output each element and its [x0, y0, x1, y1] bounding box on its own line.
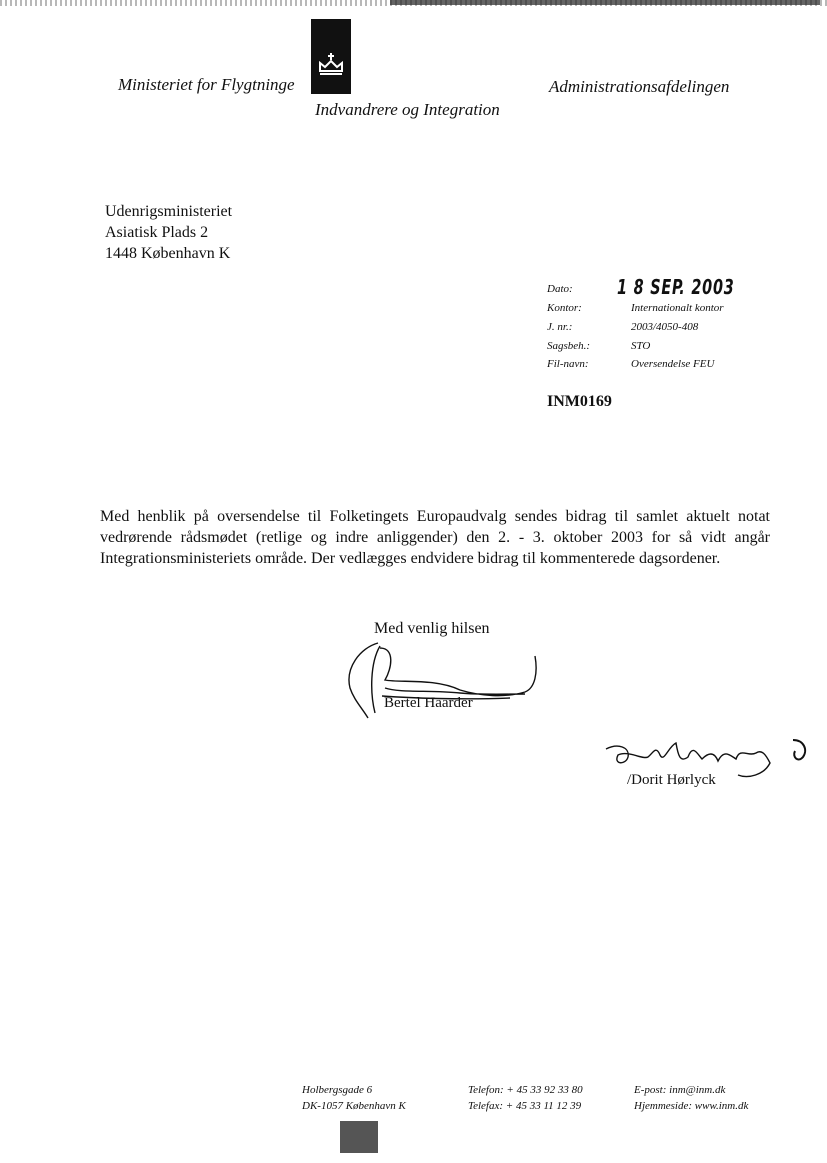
- footer-telefax: Telefax: + 45 33 11 12 39: [468, 1100, 582, 1112]
- recipient-street: Asiatisk Plads 2: [105, 224, 209, 241]
- recipient-name: Udenrigsministeriet: [105, 203, 233, 220]
- meta-label: Dato:: [547, 283, 573, 295]
- meta-value: 2003/4050-408: [631, 321, 699, 333]
- meta-label: Fil-navn:: [547, 358, 589, 370]
- signature-haarder: [340, 638, 550, 728]
- scan-top-edge-dark: [390, 0, 820, 5]
- signatory-name: Bertel Haarder: [384, 695, 473, 711]
- meta-label: J. nr.:: [547, 321, 573, 333]
- meta-value: Internationalt kontor: [631, 302, 724, 314]
- footer-website: Hjemmeside: www.inm.dk: [634, 1100, 749, 1112]
- footer-city: DK-1057 København K: [302, 1100, 406, 1112]
- meta-value: STO: [631, 340, 651, 352]
- recipient-city: 1448 København K: [105, 245, 231, 262]
- closing-greeting: Med venlig hilsen: [374, 620, 490, 637]
- scan-mark: [340, 1121, 378, 1153]
- footer-contact: [634, 1082, 748, 1114]
- crown-crest-icon: [311, 19, 351, 94]
- footer-telephone: Telefon: + 45 33 92 33 80: [468, 1084, 583, 1096]
- ministry-name: Ministeriet for Flygtninge: [118, 75, 295, 94]
- date-stamp: 1 8 SEP. 2003: [617, 275, 735, 299]
- meta-value: Oversendelse FEU: [631, 358, 715, 370]
- footer-street: Holbergsgade 6: [302, 1084, 373, 1096]
- footer-address: [302, 1082, 406, 1114]
- footer-phone: [468, 1082, 583, 1114]
- footer-email: E-post: inm@inm.dk: [634, 1084, 726, 1096]
- department-name: Administrationsafdelingen: [549, 77, 730, 96]
- meta-label: Sagsbeh.:: [547, 340, 591, 352]
- document-id: INM0169: [547, 393, 612, 410]
- meta-label: Kontor:: [547, 302, 582, 314]
- ministry-subtitle: Indvandrere og Integration: [315, 100, 500, 119]
- signatory-name: /Dorit Hørlyck: [627, 772, 716, 788]
- letter-body: Med henblik på oversendelse til Folketingets Europaudvalg sendes bidrag til samlet aktuelt notat vedrørende rådsmødet (retlige og indre anliggender) den 2. - 3. oktober 2003 for så vidt angår Integrationsministeriets område. Der vedlægges endvidere bidrag til kommenterede dagsordener.: [100, 508, 770, 567]
- recipient-address: [105, 201, 232, 264]
